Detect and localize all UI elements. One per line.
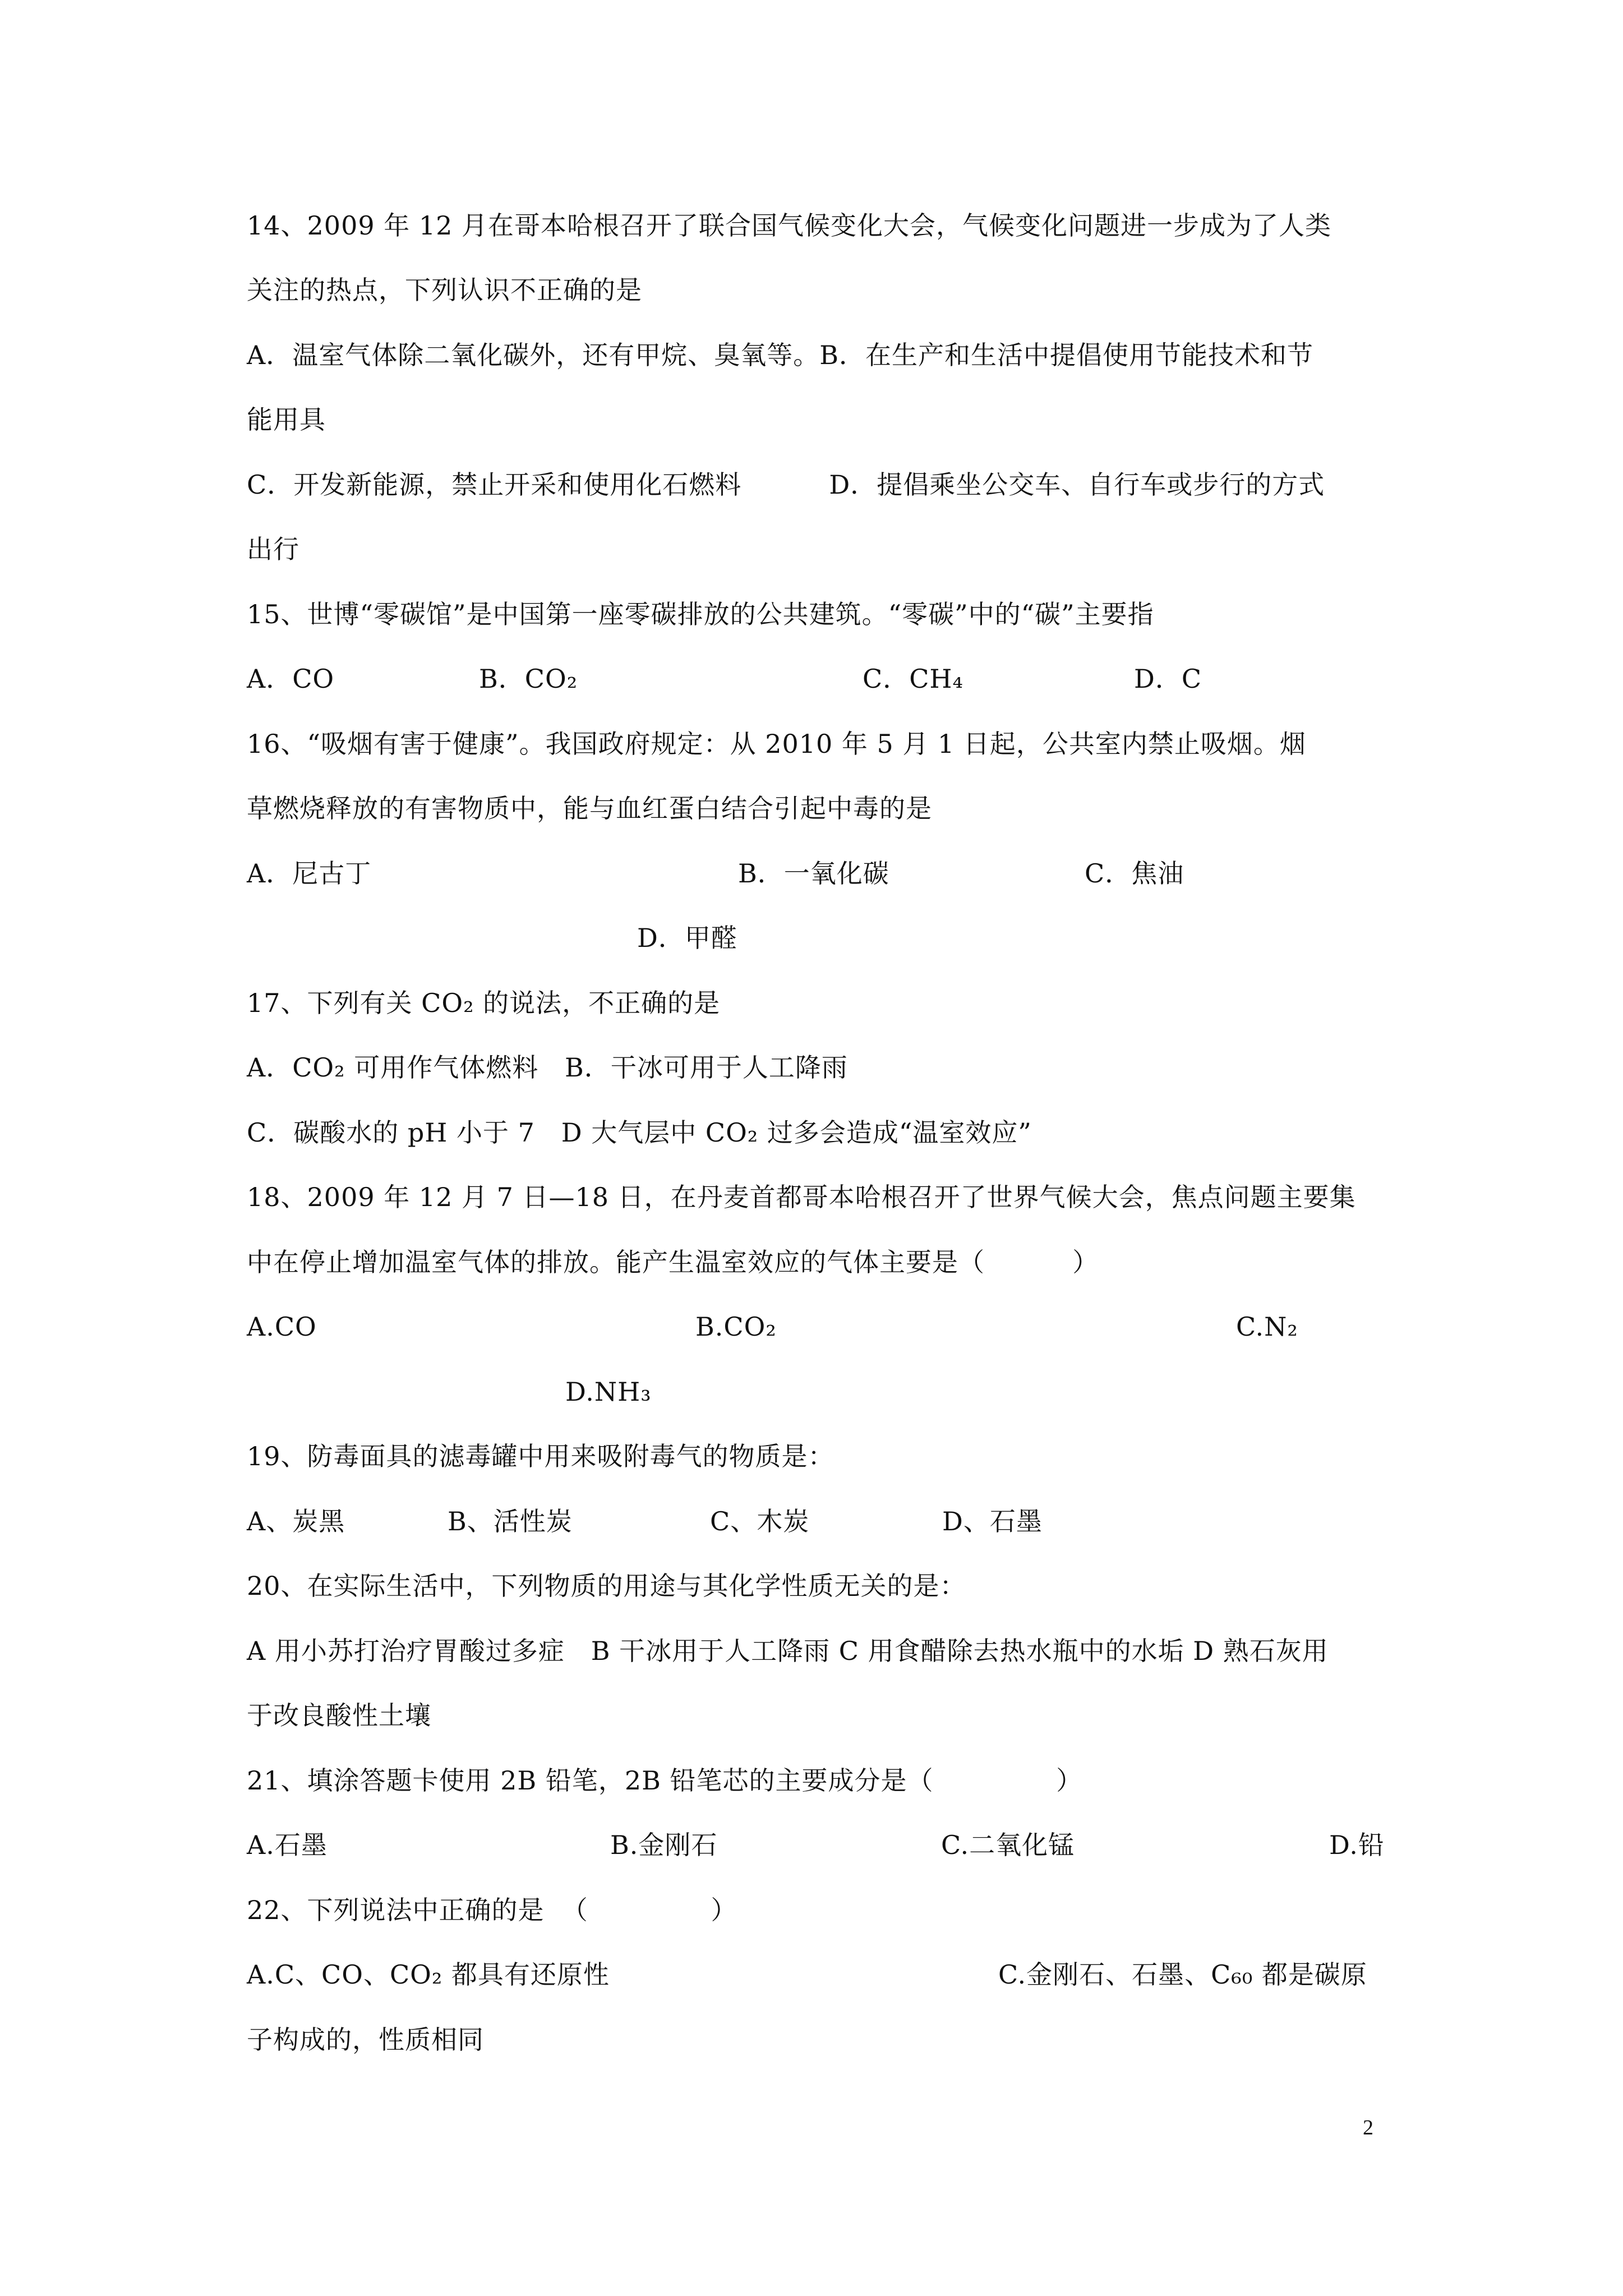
q21-option-d: D.铅 bbox=[1329, 1830, 1385, 1860]
q16-option-c: C．焦油 bbox=[1085, 858, 1184, 889]
q15-option-c: C．CH₄ bbox=[863, 664, 963, 694]
q18-line-2: 中在停止增加温室气体的排放。能产生温室效应的气体主要是（ ） bbox=[247, 1247, 1099, 1277]
q19-option-b: B、活性炭 bbox=[448, 1506, 573, 1536]
q16-option-a: A．尼古丁 bbox=[247, 858, 372, 889]
q14-line-4: 能用具 bbox=[247, 404, 326, 435]
q17-options-ab: A．CO₂ 可用作气体燃料 B．干冰可用于人工降雨 bbox=[247, 1052, 848, 1083]
q15-stem: 15、世博“零碳馆”是中国第一座零碳排放的公共建筑。“零碳”中的“碳”主要指 bbox=[247, 599, 1154, 629]
q14-line-5: C．开发新能源，禁止开采和使用化石燃料 D．提倡乘坐公交车、自行车或步行的方式 bbox=[247, 470, 1325, 500]
q21-option-b: B.金刚石 bbox=[610, 1830, 718, 1860]
q17-options-cd: C．碳酸水的 pH 小于 7 D 大气层中 CO₂ 过多会造成“温室效应” bbox=[247, 1117, 1032, 1148]
q20-line-2: A 用小苏打治疗胃酸过多症 B 干冰用于人工降雨 C 用食醋除去热水瓶中的水垢 D 熟石灰用 bbox=[247, 1636, 1329, 1666]
q14-line-2: 关注的热点，下列认识不正确的是 bbox=[247, 275, 642, 305]
q16-option-b: B．一氧化碳 bbox=[738, 858, 889, 889]
q20-line-3: 于改良酸性土壤 bbox=[247, 1700, 431, 1731]
q14-line-1: 14、2009 年 12 月在哥本哈根召开了联合国气候变化大会，气候变化问题进一步成为了人类 bbox=[247, 210, 1331, 241]
q19-option-a: A、炭黑 bbox=[247, 1506, 345, 1536]
q19-stem: 19、防毒面具的滤毒罐中用来吸附毒气的物质是： bbox=[247, 1441, 834, 1471]
q17-stem: 17、下列有关 CO₂ 的说法，不正确的是 bbox=[247, 988, 721, 1018]
q15-option-d: D．C bbox=[1134, 664, 1202, 694]
q16-line-2: 草燃烧释放的有害物质中，能与血红蛋白结合引起中毒的是 bbox=[247, 793, 932, 823]
q15-option-a: A．CO bbox=[247, 664, 335, 694]
q15-option-b: B．CO₂ bbox=[479, 664, 578, 694]
q18-option-c: C.N₂ bbox=[1236, 1312, 1298, 1342]
q22-option-c: C.金刚石、石墨、C₆₀ 都是碳原 bbox=[998, 1959, 1367, 1990]
q16-option-d: D．甲醛 bbox=[637, 923, 737, 953]
page-number: 2 bbox=[1363, 2116, 1373, 2139]
q18-option-d: D.NH₃ bbox=[565, 1377, 652, 1407]
q21-option-a: A.石墨 bbox=[247, 1830, 328, 1860]
q16-line-1: 16、“吸烟有害于健康”。我国政府规定：从 2010 年 5 月 1 日起，公共室内禁止吸烟。烟 bbox=[247, 729, 1306, 759]
q21-option-c: C.二氧化锰 bbox=[941, 1830, 1075, 1860]
q22-stem: 22、下列说法中正确的是 （ ） bbox=[247, 1895, 737, 1925]
q14-line-6: 出行 bbox=[247, 534, 299, 564]
q21-stem: 21、填涂答题卡使用 2B 铅笔，2B 铅笔芯的主要成分是（ ） bbox=[247, 1765, 1083, 1796]
q14-line-3: A．温室气体除二氧化碳外，还有甲烷、臭氧等。B．在生产和生活中提倡使用节能技术和节 bbox=[247, 340, 1314, 370]
q18-option-b: B.CO₂ bbox=[695, 1312, 777, 1342]
q19-option-d: D、石墨 bbox=[942, 1506, 1043, 1536]
q19-option-c: C、木炭 bbox=[710, 1506, 810, 1536]
q22-option-a: A.C、CO、CO₂ 都具有还原性 bbox=[247, 1959, 610, 1990]
q18-line-1: 18、2009 年 12 月 7 日—18 日，在丹麦首都哥本哈根召开了世界气候大会，焦点问题主要集 bbox=[247, 1182, 1356, 1212]
q20-stem: 20、在实际生活中，下列物质的用途与其化学性质无关的是： bbox=[247, 1571, 966, 1601]
q22-line-3: 子构成的，性质相同 bbox=[247, 2024, 484, 2055]
q18-option-a: A.CO bbox=[247, 1312, 317, 1342]
